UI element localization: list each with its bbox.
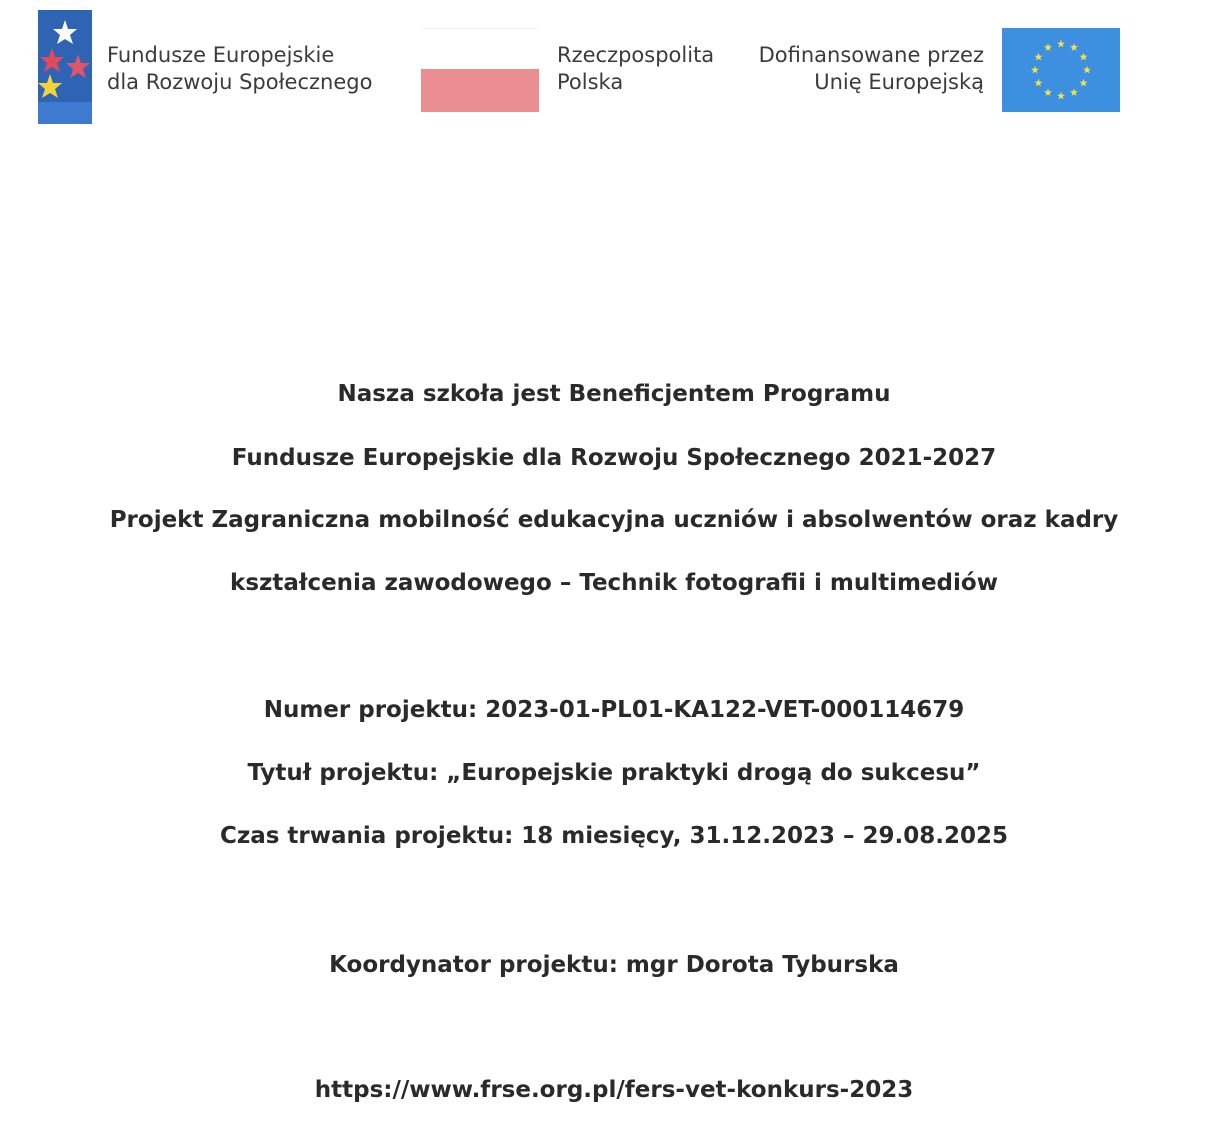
poland-flag-icon [421, 28, 539, 112]
project-name-line-1: Projekt Zagraniczna mobilność edukacyjna uczniów i absolwentów oraz kadry [109, 507, 1119, 533]
project-duration: Czas trwania projektu: 18 miesięcy, 31.12.2023 – 29.08.2025 [219, 823, 1009, 849]
fundusze-europejskie-logo-icon [38, 10, 92, 124]
eu-flag-icon [1002, 28, 1120, 112]
rp-line-2: Polska [557, 70, 624, 94]
project-number: Numer projektu: 2023-01-PL01-KA122-VET-000114679 [263, 697, 965, 723]
program-line: Fundusze Europejskie dla Rozwoju Społecznego 2021-2027 [231, 445, 997, 471]
eu-line-2: Unię Europejską [814, 70, 984, 94]
logo-bar [0, 0, 1228, 140]
project-name-line-2: kształcenia zawodowego – Technik fotografii i multimediów [230, 570, 998, 596]
poland-flag-red [421, 69, 539, 112]
project-title: Tytuł projektu: „Europejskie praktyki drogą do sukcesu” [247, 760, 981, 786]
rzeczpospolita-polska-label [557, 42, 714, 96]
poland-flag-white [421, 28, 539, 70]
project-url: https://www.frse.org.pl/fers-vet-konkurs-2023 [314, 1077, 914, 1103]
eu-cofunded-label [759, 42, 984, 96]
fundusze-europejskie-label [107, 42, 372, 96]
eu-line-1: Dofinansowane przez [758, 43, 984, 67]
rp-line-1: Rzeczpospolita [557, 43, 715, 67]
fe-line-1: Fundusze Europejskie [107, 43, 335, 67]
project-coordinator: Koordynator projektu: mgr Dorota Tyburska [329, 952, 899, 978]
fe-line-2: dla Rozwoju Społecznego [107, 70, 373, 94]
beneficiary-line: Nasza szkoła jest Beneficjentem Programu [337, 381, 891, 407]
